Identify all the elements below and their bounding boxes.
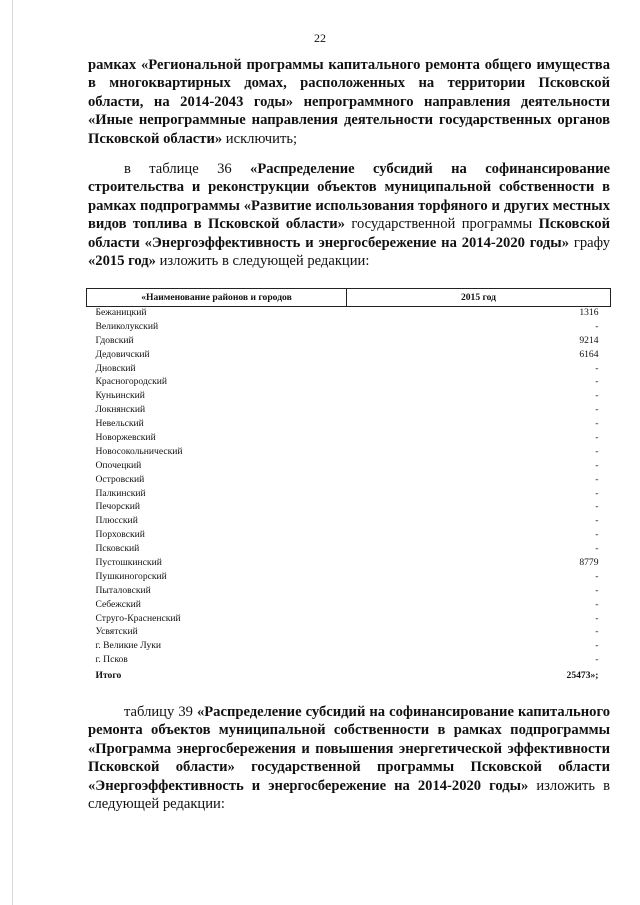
table-row (87, 613, 611, 627)
subsidy-value-cell: 6164 (579, 348, 599, 360)
subsidy-value-cell: 1316 (579, 307, 599, 318)
subsidy-value-cell: - (595, 487, 599, 499)
district-name-cell: Себежский (95, 598, 141, 610)
subsidy-value-cell: - (595, 418, 599, 430)
subsidy-value-cell: - (595, 320, 599, 332)
district-name-cell: Дедовичский (95, 348, 150, 360)
table-row (87, 599, 611, 613)
table-row (87, 460, 611, 474)
table-row (87, 488, 611, 502)
p2-lead: в таблице 36 (124, 161, 251, 177)
scan-edge-line (12, 0, 13, 905)
district-name-cell: Гдовский (95, 334, 134, 346)
subsidy-value-cell: - (595, 501, 599, 513)
subsidy-value-cell: - (595, 390, 599, 402)
table-row (87, 529, 611, 543)
header-district-name: «Наименование районов и городов (87, 289, 347, 307)
table-row (87, 543, 611, 557)
district-name-cell: Великолукский (95, 320, 159, 332)
total-label-cell: Итого (95, 670, 122, 682)
district-name-cell: Пушкиногорский (95, 570, 167, 582)
district-name-cell: Струго-Красненский (95, 612, 181, 624)
district-name-cell: Локнянский (95, 404, 146, 416)
table-row (87, 418, 611, 432)
table-row (87, 640, 611, 654)
district-name-cell: Пыталовский (95, 584, 151, 596)
district-name-cell: Палкинский (95, 487, 146, 499)
district-name-cell: Невельский (95, 418, 144, 430)
subsidy-value-cell: - (595, 570, 599, 582)
table-row (87, 376, 611, 390)
subsidy-value-cell: - (595, 473, 599, 485)
paragraph-exclusion-tail: исключить; (222, 130, 298, 147)
table-row (87, 363, 611, 377)
table-total-row (87, 668, 611, 684)
district-name-cell: Опочецкий (95, 459, 142, 471)
subsidy-value-cell: - (595, 404, 599, 416)
district-name-cell: Усвятский (95, 626, 138, 638)
subsidy-value-cell: - (595, 654, 599, 666)
table-row (87, 446, 611, 460)
p3-lead: таблицу 39 (124, 704, 197, 720)
district-name-cell: Порховский (95, 529, 145, 541)
district-name-cell: Красногородский (95, 376, 168, 388)
paragraph-exclusion-bold: рамках «Региональной программы капитального ремонта общего имущества в многоквартирных домах, расположенных на территории Псковской области, на 2014-2043 годы» непрограммного направления деятельности «Иные непрограммные направления деятельности государственных органов Псковской области» (88, 57, 610, 147)
district-name-cell: Дновский (95, 362, 136, 374)
p2-tail: изложить в следующей редакции: (155, 253, 370, 270)
subsidy-value-cell: 9214 (579, 334, 599, 346)
subsidy-value-cell: - (595, 459, 599, 471)
table-row (87, 474, 611, 488)
district-name-cell: Новоржевский (95, 432, 156, 444)
table-row (87, 557, 611, 571)
table-row (87, 571, 611, 585)
subsidy-value-cell: - (595, 515, 599, 527)
table-row (87, 307, 611, 321)
p2-program-name: Псковской области «Энергоэффективность и энергосбережение на 2014-2020 годы» (88, 216, 610, 251)
subsidy-table (86, 288, 611, 684)
district-name-cell: г. Великие Луки (95, 640, 162, 652)
p2-table-title: «Распределение субсидий на софинансирование строительства и реконструкции объектов муниципальной собственности в рамках подпрограммы «Развитие использования торфяного и других местных видов топлива в Псковской области» (88, 161, 610, 233)
table-row (87, 404, 611, 418)
subsidy-value-cell: - (595, 612, 599, 624)
subsidy-value-cell: - (595, 529, 599, 541)
district-name-cell: Печорский (95, 501, 141, 513)
subsidy-value-cell: - (595, 543, 599, 555)
subsidy-value-cell: - (595, 376, 599, 388)
table-row (87, 585, 611, 599)
district-name-cell: Островский (95, 473, 145, 485)
header-year: 2015 год (347, 289, 611, 307)
paragraph-table-39 (88, 703, 610, 813)
subsidy-value-cell: - (595, 584, 599, 596)
table-body (87, 307, 611, 685)
paragraph-table-36 (88, 160, 610, 270)
table-row (87, 321, 611, 335)
district-name-cell: Новосокольнический (95, 445, 183, 457)
page-number: 22 (314, 31, 326, 45)
district-name-cell: Бежаницкий (95, 307, 147, 318)
subsidy-value-cell: 8779 (579, 557, 599, 569)
p2-column-name: «2015 год» (88, 253, 156, 270)
table-row (87, 501, 611, 515)
table-header-row (87, 289, 611, 307)
total-value-cell: 25473»; (566, 670, 599, 682)
table-row (87, 626, 611, 640)
district-name-cell: г. Псков (95, 654, 128, 666)
table-row (87, 515, 611, 529)
subsidy-value-cell: - (595, 626, 599, 638)
table-row (87, 654, 611, 668)
district-name-cell: Пустошкинский (95, 557, 162, 569)
subsidy-value-cell: - (595, 445, 599, 457)
subsidy-value-cell: - (595, 640, 599, 652)
table-row (87, 349, 611, 363)
table-row (87, 432, 611, 446)
p2-mid: государственной программы (344, 216, 539, 233)
district-name-cell: Куньинский (95, 390, 145, 402)
district-name-cell: Плюсский (95, 515, 138, 527)
table-row (87, 335, 611, 349)
subsidy-value-cell: - (595, 598, 599, 610)
subsidy-value-cell: - (595, 432, 599, 444)
table-row (87, 390, 611, 404)
subsidy-value-cell: - (595, 362, 599, 374)
p2-mid2: графу (569, 234, 610, 251)
district-name-cell: Псковский (95, 543, 140, 555)
p3-tail: изложить в следующей редакции: (88, 777, 610, 813)
p3-table-title: «Распределение субсидий на софинансирование капитального ремонта объектов муниципальной собственности в рамках подпрограммы «Программа энергосбережения и повышения энергетической эффективности Псковской области» государственной программы Псковской области «Энергоэффективность и энергосбережение на 2014-2020 годы» (88, 704, 611, 794)
paragraph-exclusion (88, 56, 610, 148)
